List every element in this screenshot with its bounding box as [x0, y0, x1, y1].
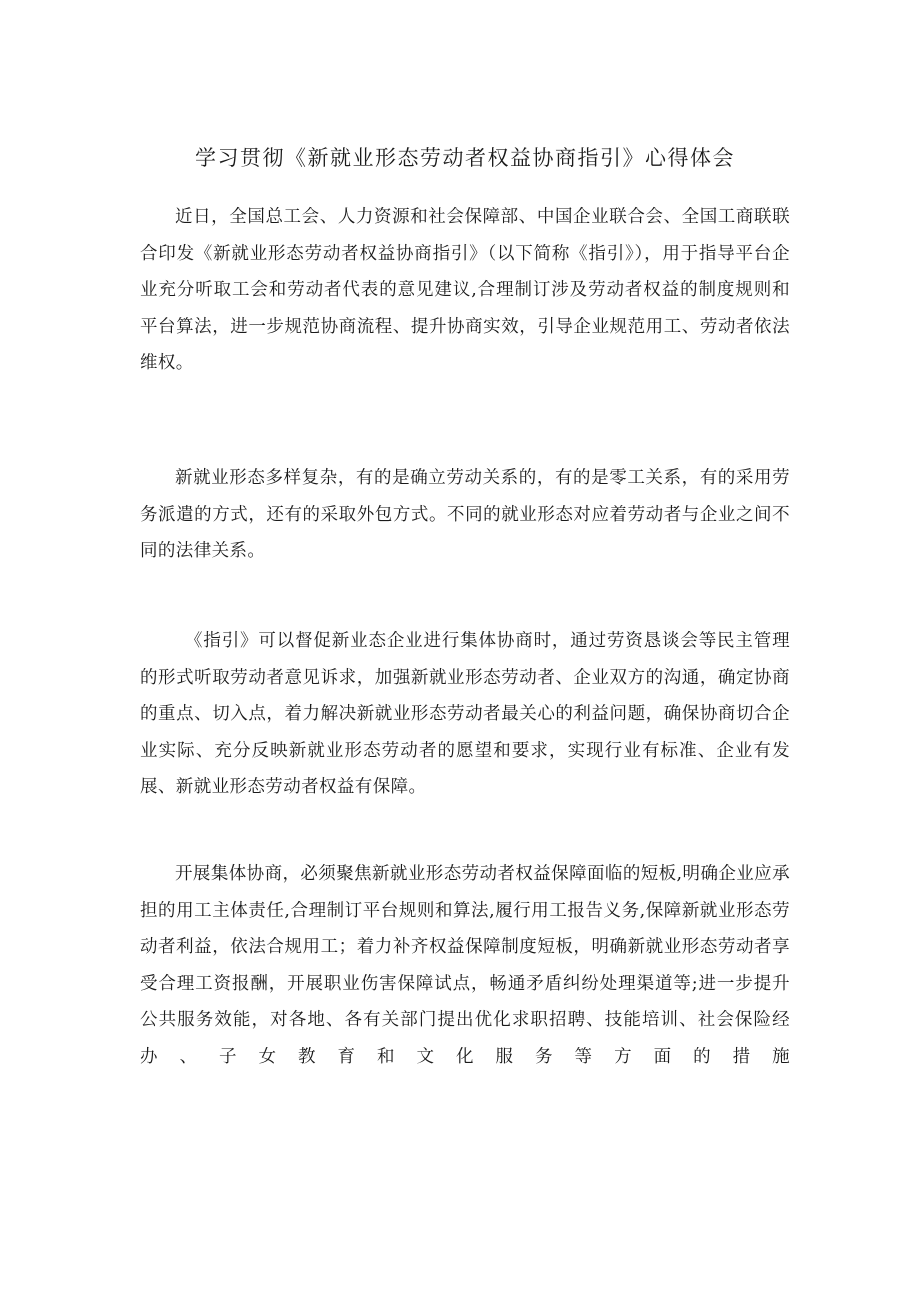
paragraph-1: 近日，全国总工会、人力资源和社会保障部、中国企业联合会、全国工商联联合印发《新就业形态劳动者权益协商指引》（以下简称《指引》），用于指导平台企业充分听取工会和劳动者代表的意见建议,合理制订涉及劳动者权益的制度规则和平台算法，进一步规范协商流程、提升协商实效，引导企业规范用工、劳动者依法维权。	[140, 207, 790, 374]
paragraph-3: 《指引》可以督促新业态企业进行集体协商时，通过劳资恳谈会等民主管理的形式听取劳动者意见诉求，加强新就业形态劳动者、企业双方的沟通，确定协商的重点、切入点，着力解决新就业形态劳动者最关心的利益问题，确保协商切合企业实际、充分反映新就业形态劳动者的愿望和要求，实现行业有标准、企业有发展、新就业形态劳动者权益有保障。	[140, 631, 790, 798]
paragraph-4: 开展集体协商，必须聚焦新就业形态劳动者权益保障面临的短板,明确企业应承担的用工主体责任,合理制订平台规则和算法,履行用工报告义务,保障新就业形态劳动者利益，依法合规用工；着力补齐权益保障制度短板，明确新就业形态劳动者享受合理工资报酬，开展职业伤害保障试点，畅通矛盾纠纷处理渠道等;进一步提升公共服务效能，对各地、各有关部门提出优化求职招聘、技能培训、社会保险经办、子女教育和文化服务等方面的措施	[140, 864, 790, 1067]
paragraph-2: 新就业形态多样复杂，有的是确立劳动关系的，有的是零工关系，有的采用劳务派遣的方式，还有的采取外包方式。不同的就业形态对应着劳动者与企业之间不同的法律关系。	[140, 468, 790, 562]
document-title: 学习贯彻《新就业形态劳动者权益协商指引》心得体会	[195, 146, 735, 170]
